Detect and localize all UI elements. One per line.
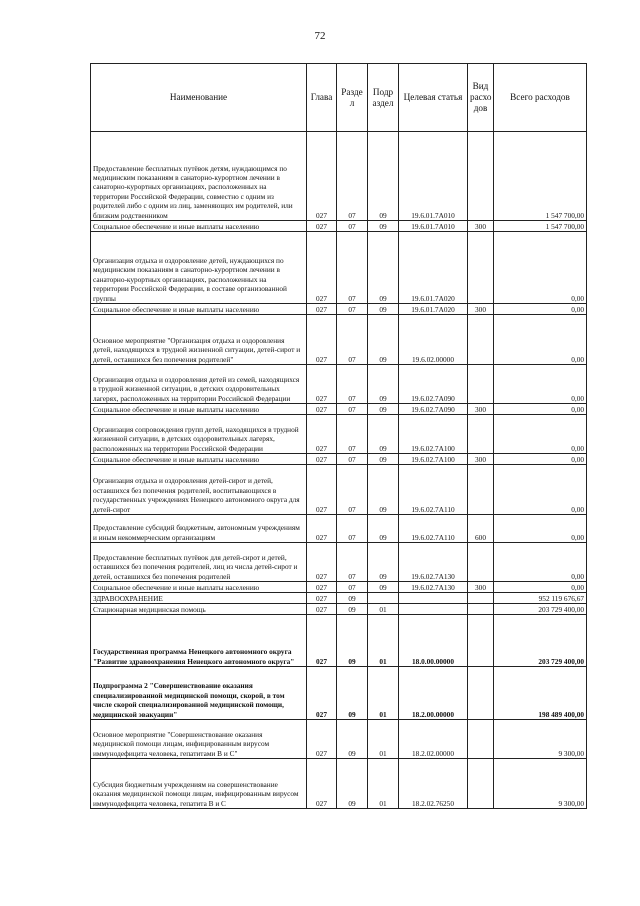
row-name: Предоставление субсидий бюджетным, автономным учреждениям и иным некоммерческим организациям [91, 515, 307, 543]
row-sum: 0,00 [494, 454, 587, 465]
row-glava: 027 [307, 720, 337, 759]
row-celevaya: 19.6.02.7A100 [399, 415, 468, 454]
table-row [91, 582, 587, 593]
row-vid [468, 720, 494, 759]
row-podrazdel: 09 [368, 221, 399, 232]
row-razdel: 07 [337, 582, 368, 593]
row-glava: 027 [307, 604, 337, 615]
row-celevaya: 19.6.01.7A010 [399, 221, 468, 232]
table-row [91, 604, 587, 615]
row-sum: 1 547 700,00 [494, 132, 587, 221]
row-razdel: 09 [337, 604, 368, 615]
row-sum: 0,00 [494, 515, 587, 543]
row-name: ЗДРАВООХРАНЕНИЕ [91, 593, 307, 604]
header-name: Наименование [91, 64, 307, 132]
row-sum: 9 300,00 [494, 720, 587, 759]
row-sum: 0,00 [494, 404, 587, 415]
table-row [91, 720, 587, 759]
row-sum: 0,00 [494, 465, 587, 515]
row-name: Социальное обеспечение и иные выплаты населению [91, 582, 307, 593]
row-sum: 0,00 [494, 365, 587, 404]
row-name: Субсидия бюджетным учреждениям на совершенствование оказания медицинской помощи лицам, инфицированным вирусом иммунодефицита человека, гепатита В и С [91, 759, 307, 809]
row-glava: 027 [307, 593, 337, 604]
row-podrazdel: 01 [368, 720, 399, 759]
row-celevaya: 19.6.01.7A020 [399, 232, 468, 304]
row-vid [468, 604, 494, 615]
row-name: Социальное обеспечение и иные выплаты населению [91, 304, 307, 315]
table-row [91, 465, 587, 515]
table-row [91, 454, 587, 465]
table-row [91, 415, 587, 454]
row-sum: 198 489 400,00 [494, 667, 587, 720]
row-celevaya: 19.6.02.7A110 [399, 465, 468, 515]
row-celevaya: 18.2.00.00000 [399, 667, 468, 720]
row-vid: 300 [468, 404, 494, 415]
row-celevaya: 19.6.01.7A010 [399, 132, 468, 221]
row-podrazdel: 01 [368, 615, 399, 667]
row-celevaya: 18.2.02.76250 [399, 759, 468, 809]
row-glava: 027 [307, 221, 337, 232]
row-celevaya: 19.6.02.7A090 [399, 365, 468, 404]
row-razdel: 09 [337, 720, 368, 759]
row-glava: 027 [307, 415, 337, 454]
row-glava: 027 [307, 404, 337, 415]
row-glava: 027 [307, 759, 337, 809]
row-podrazdel: 01 [368, 604, 399, 615]
row-glava: 027 [307, 543, 337, 582]
row-podrazdel: 01 [368, 667, 399, 720]
table-row [91, 132, 587, 221]
row-name: Социальное обеспечение и иные выплаты населению [91, 404, 307, 415]
table-body [91, 132, 587, 809]
row-podrazdel: 09 [368, 543, 399, 582]
row-name: Предоставление бесплатных путёвок для детей-сирот и детей, оставшихся без попечения родителей, лиц из числа детей-сирот и детей, оставшихся без попечения родителей [91, 543, 307, 582]
row-sum: 0,00 [494, 415, 587, 454]
table-row [91, 759, 587, 809]
row-vid [468, 465, 494, 515]
row-celevaya: 18.0.00.00000 [399, 615, 468, 667]
table-row [91, 304, 587, 315]
table-row [91, 221, 587, 232]
row-sum: 0,00 [494, 582, 587, 593]
row-razdel: 07 [337, 304, 368, 315]
row-glava: 027 [307, 615, 337, 667]
row-podrazdel [368, 593, 399, 604]
row-name: Организация отдыха и оздоровление детей, нуждающихся по медицинским показаниям в санаторно-курортном лечении в санаторно-курортных организациях, расположенных на территории Российской Федерации, в составе организованной группы [91, 232, 307, 304]
row-razdel: 09 [337, 667, 368, 720]
row-celevaya: 19.6.02.7A100 [399, 454, 468, 465]
row-name: Основное мероприятие "Организация отдыха и оздоровления детей, находящихся в трудной жизненной ситуации, детей-сирот и детей, оставшихся без попечения родителей" [91, 315, 307, 365]
table-row [91, 365, 587, 404]
row-vid: 300 [468, 221, 494, 232]
row-glava: 027 [307, 315, 337, 365]
table-row [91, 593, 587, 604]
row-name: Предоставление бесплатных путёвок детям, нуждающимся по медицинским показаниям в санаторно-курортном лечении в санаторно-курортных организациях, расположенных на территории Российской Федерации, совместно с одним из родителей либо с одним из лиц, заменяющих им родителей, или близким родственником [91, 132, 307, 221]
row-glava: 027 [307, 365, 337, 404]
row-razdel: 07 [337, 132, 368, 221]
row-name: Социальное обеспечение и иные выплаты населению [91, 454, 307, 465]
row-razdel: 07 [337, 221, 368, 232]
row-sum: 0,00 [494, 304, 587, 315]
row-sum: 952 119 676,67 [494, 593, 587, 604]
row-razdel: 09 [337, 615, 368, 667]
row-razdel: 07 [337, 315, 368, 365]
row-celevaya: 18.2.02.00000 [399, 720, 468, 759]
row-name: Социальное обеспечение и иные выплаты населению [91, 221, 307, 232]
row-razdel: 09 [337, 759, 368, 809]
row-celevaya: 19.6.01.7A020 [399, 304, 468, 315]
header-glava: Глава [307, 64, 337, 132]
row-celevaya: 19.6.02.00000 [399, 315, 468, 365]
row-razdel: 07 [337, 454, 368, 465]
row-vid [468, 593, 494, 604]
table-row [91, 615, 587, 667]
row-podrazdel: 09 [368, 232, 399, 304]
row-razdel: 07 [337, 365, 368, 404]
row-vid [468, 365, 494, 404]
row-sum: 0,00 [494, 315, 587, 365]
row-podrazdel: 09 [368, 132, 399, 221]
row-vid [468, 232, 494, 304]
budget-table [90, 63, 587, 809]
row-podrazdel: 09 [368, 465, 399, 515]
row-glava: 027 [307, 304, 337, 315]
row-celevaya [399, 593, 468, 604]
row-vid [468, 667, 494, 720]
header-razdel: Разде л [337, 64, 368, 132]
row-sum: 1 547 700,00 [494, 221, 587, 232]
table-row [91, 315, 587, 365]
row-name: Подпрограмма 2 "Совершенствование оказания специализированной медицинской помощи, скорой, в том числе скорой специализированной медицинской помощи, медицинской эвакуации" [91, 667, 307, 720]
row-podrazdel: 09 [368, 404, 399, 415]
row-celevaya: 19.6.02.7A130 [399, 582, 468, 593]
row-glava: 027 [307, 515, 337, 543]
row-vid: 300 [468, 304, 494, 315]
row-name: Организация сопровождения групп детей, находящихся в трудной жизненной ситуации, в детских оздоровительных лагерях, расположенных на территории Российской Федерации [91, 415, 307, 454]
row-celevaya: 19.6.02.7A090 [399, 404, 468, 415]
row-vid [468, 315, 494, 365]
row-celevaya: 19.6.02.7A130 [399, 543, 468, 582]
row-vid: 600 [468, 515, 494, 543]
row-razdel: 07 [337, 515, 368, 543]
table-header-row [91, 64, 587, 132]
table-row [91, 667, 587, 720]
row-podrazdel: 09 [368, 515, 399, 543]
row-vid [468, 543, 494, 582]
row-glava: 027 [307, 667, 337, 720]
row-razdel: 07 [337, 415, 368, 454]
header-podrazdel: Подр аздел [368, 64, 399, 132]
row-podrazdel: 09 [368, 365, 399, 404]
row-name: Организация отдыха и оздоровления детей-сирот и детей, оставшихся без попечения родителей, воспитывающихся в государственных учреждениях Ненецкого автономного округа для детей-сирот [91, 465, 307, 515]
header-vsego: Всего расходов [494, 64, 587, 132]
row-podrazdel: 09 [368, 415, 399, 454]
row-name: Организация отдыха и оздоровления детей из семей, находящихся в трудной жизненной ситуации, в детских оздоровительных лагерях, расположенных на территории Российской Федерации [91, 365, 307, 404]
table-row [91, 543, 587, 582]
row-glava: 027 [307, 582, 337, 593]
row-glava: 027 [307, 232, 337, 304]
row-celevaya [399, 604, 468, 615]
table-row [91, 515, 587, 543]
page-number: 72 [314, 30, 326, 42]
row-vid [468, 615, 494, 667]
row-vid: 300 [468, 454, 494, 465]
row-vid [468, 132, 494, 221]
row-sum: 0,00 [494, 543, 587, 582]
row-podrazdel: 09 [368, 582, 399, 593]
table-row [91, 404, 587, 415]
row-razdel: 07 [337, 465, 368, 515]
row-podrazdel: 01 [368, 759, 399, 809]
row-razdel: 07 [337, 543, 368, 582]
row-celevaya: 19.6.02.7A110 [399, 515, 468, 543]
row-razdel: 09 [337, 593, 368, 604]
row-podrazdel: 09 [368, 454, 399, 465]
row-sum: 0,00 [494, 232, 587, 304]
row-podrazdel: 09 [368, 304, 399, 315]
row-sum: 203 729 400,00 [494, 615, 587, 667]
row-glava: 027 [307, 132, 337, 221]
row-name: Стационарная медицинская помощь [91, 604, 307, 615]
row-vid: 300 [468, 582, 494, 593]
table-row [91, 232, 587, 304]
header-celevaya: Целевая статья [399, 64, 468, 132]
row-vid [468, 415, 494, 454]
header-vid: Вид расхо дов [468, 64, 494, 132]
row-sum: 203 729 400,00 [494, 604, 587, 615]
row-glava: 027 [307, 465, 337, 515]
row-podrazdel: 09 [368, 315, 399, 365]
row-name: Государственная программа Ненецкого автономного округа "Развитие здравоохранения Ненецкого автономного округа" [91, 615, 307, 667]
row-vid [468, 759, 494, 809]
row-razdel: 07 [337, 232, 368, 304]
row-glava: 027 [307, 454, 337, 465]
row-sum: 9 300,00 [494, 759, 587, 809]
row-razdel: 07 [337, 404, 368, 415]
row-name: Основное мероприятие "Совершенствование оказания медицинской помощи лицам, инфицированным вирусом иммунодефицита человека, гепатитами В и С" [91, 720, 307, 759]
